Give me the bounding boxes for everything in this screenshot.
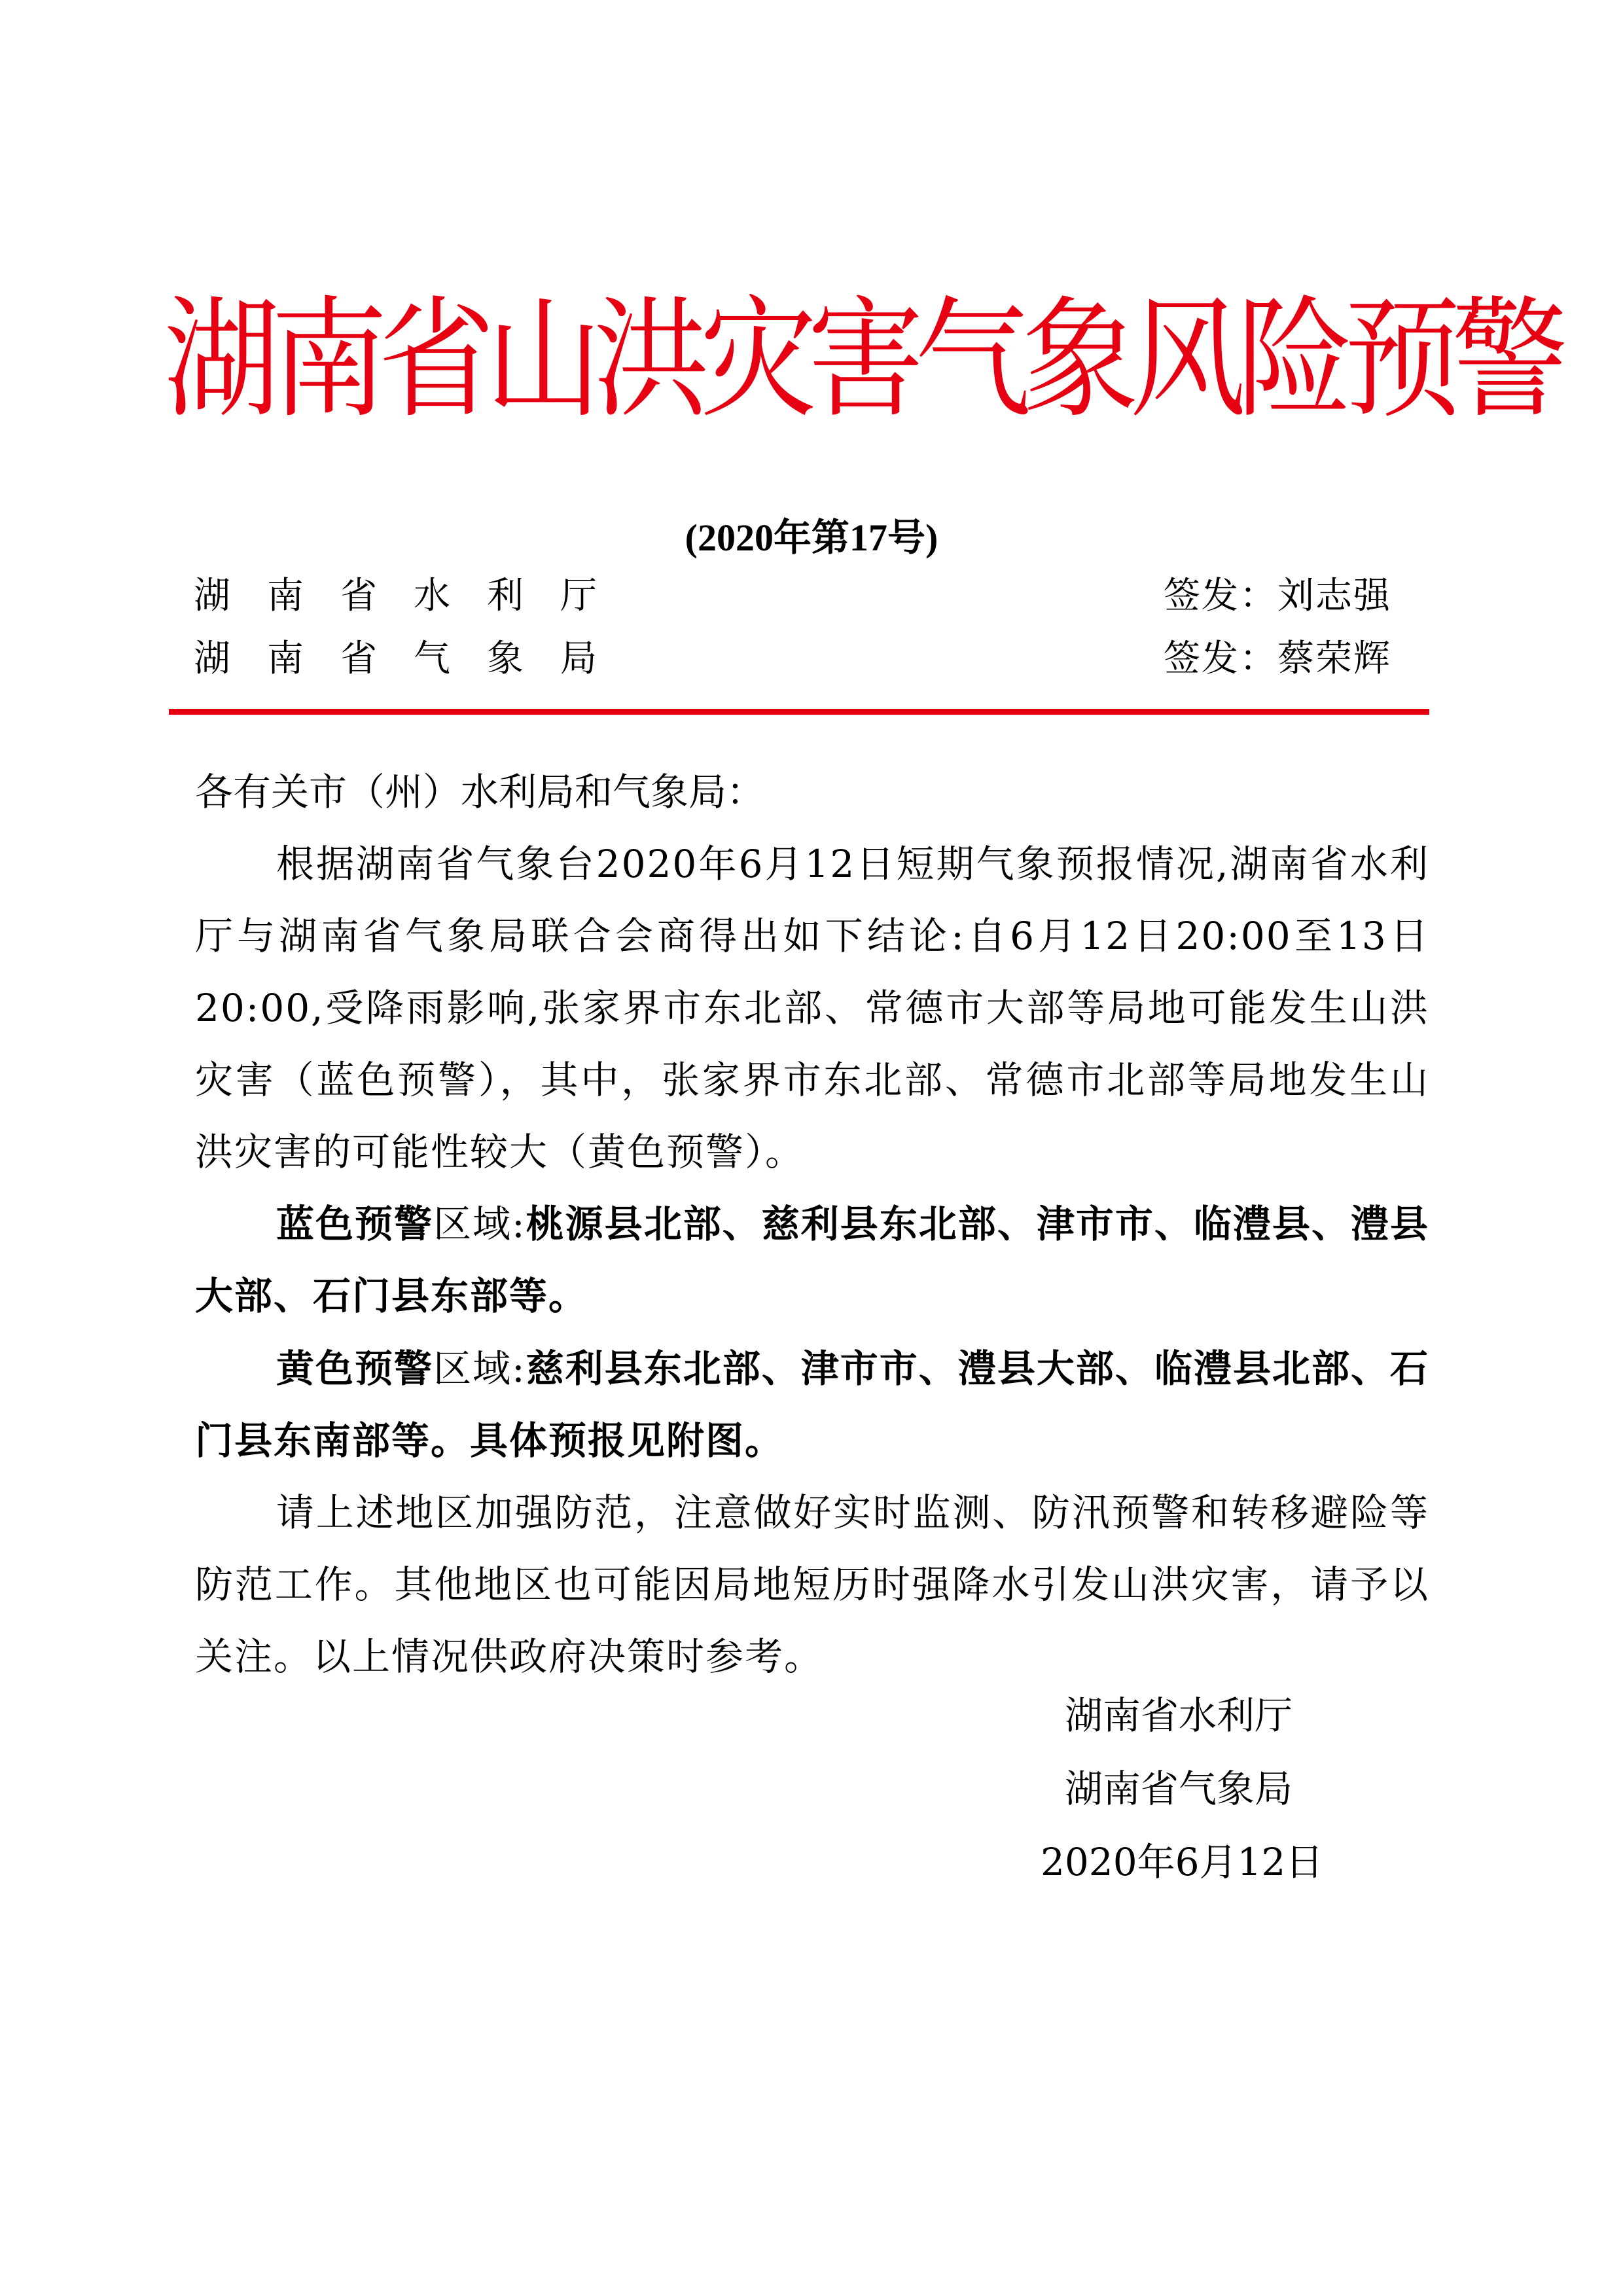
signature-org-water: 湖南省水利厅 [1065,1693,1293,1738]
yellow-warning-region-word: 区域: [433,1346,526,1391]
blue-warning-paragraph [195,1188,1429,1332]
yellow-warning-content: 慈利县东北部、津市市、澧县大部、临澧县北部、石门县东南部等。具体预报见附图。 [195,1346,1429,1463]
issuer-signer: 签发：蔡荣辉 [1164,637,1391,680]
signature-org-meteorology: 湖南省气象局 [1065,1767,1293,1811]
issue-number: (2020年第17号) [685,516,938,559]
issuer-org: 湖南省气象局 [194,637,633,680]
header-divider [169,709,1429,715]
issuer-row [194,630,1391,689]
blue-warning-label: 蓝色预警 [276,1202,434,1246]
body-paragraph-advice: 请上述地区加强防范，注意做好实时监测、防汛预警和转移避险等防范工作。其他地区也可能因局地短历时强降水引发山洪灾害，请予以关注。以上情况供政府决策时参考。 [195,1490,1429,1679]
blue-warning-region-word: 区域: [433,1202,526,1246]
yellow-warning-label: 黄色预警 [276,1346,434,1391]
salutation: 各有关市（州）水利局和气象局： [195,770,765,814]
signature-date: 2020年6月12日 [1041,1840,1324,1884]
issuer-org: 湖南省水利厅 [194,575,633,617]
yellow-warning-paragraph [195,1333,1429,1477]
body-paragraph-forecast: 根据湖南省气象台2020年6月12日短期气象预报情况,湖南省水利厅与湖南省气象局联合会商得出如下结论:自6月12日20:00至13日 20:00,受降雨影响,张家界市东北部、常德市大部等局地可能发生山洪灾害（蓝色预警），其中，张家界市东北部、常德市北部等局地发生山洪灾害的可能性较大（黄色预警）。 [195,842,1429,1174]
issuer-row [194,567,1391,626]
blue-warning-content: 桃源县北部、慈利县东北部、津市市、临澧县、澧县大部、石门县东部等。 [195,1202,1429,1318]
issuer-signer: 签发：刘志强 [1164,575,1391,617]
document-title: 湖南省山洪灾害气象风险预警 [164,283,1559,436]
